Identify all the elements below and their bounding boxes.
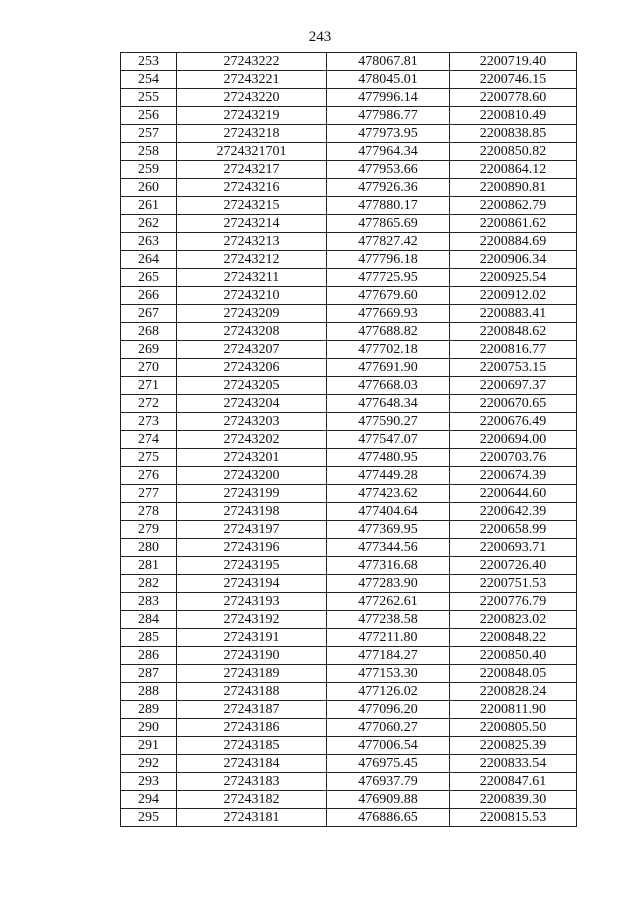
x-coordinate-cell: 477827.42 [327,233,450,251]
point-id-cell: 27243221 [177,71,327,89]
point-id-cell: 27243219 [177,107,327,125]
table-row [121,755,577,773]
table-row [121,359,577,377]
y-coordinate-cell: 2200751.53 [450,575,577,593]
point-number-cell: 292 [121,755,177,773]
point-number-cell: 256 [121,107,177,125]
y-coordinate-cell: 2200839.30 [450,791,577,809]
y-coordinate-cell: 2200823.02 [450,611,577,629]
x-coordinate-cell: 477668.03 [327,377,450,395]
table-row [121,539,577,557]
x-coordinate-cell: 477691.90 [327,359,450,377]
table-row [121,143,577,161]
y-coordinate-cell: 2200805.50 [450,719,577,737]
point-id-cell: 27243201 [177,449,327,467]
y-coordinate-cell: 2200847.61 [450,773,577,791]
point-id-cell: 27243184 [177,755,327,773]
point-number-cell: 285 [121,629,177,647]
point-id-cell: 27243197 [177,521,327,539]
table-row [121,701,577,719]
table-row [121,395,577,413]
y-coordinate-cell: 2200697.37 [450,377,577,395]
point-number-cell: 261 [121,197,177,215]
table-row [121,269,577,287]
point-id-cell: 27243195 [177,557,327,575]
point-number-cell: 294 [121,791,177,809]
x-coordinate-cell: 477060.27 [327,719,450,737]
point-id-cell: 27243189 [177,665,327,683]
y-coordinate-cell: 2200815.53 [450,809,577,827]
x-coordinate-cell: 477316.68 [327,557,450,575]
x-coordinate-cell: 478067.81 [327,53,450,71]
y-coordinate-cell: 2200884.69 [450,233,577,251]
point-number-cell: 275 [121,449,177,467]
point-id-cell: 27243199 [177,485,327,503]
y-coordinate-cell: 2200776.79 [450,593,577,611]
x-coordinate-cell: 477262.61 [327,593,450,611]
point-number-cell: 291 [121,737,177,755]
table-row [121,557,577,575]
point-id-cell: 27243196 [177,539,327,557]
y-coordinate-cell: 2200693.71 [450,539,577,557]
table-row [121,287,577,305]
point-id-cell: 27243211 [177,269,327,287]
point-number-cell: 295 [121,809,177,827]
y-coordinate-cell: 2200746.15 [450,71,577,89]
y-coordinate-cell: 2200864.12 [450,161,577,179]
point-number-cell: 253 [121,53,177,71]
table-row [121,125,577,143]
x-coordinate-cell: 477238.58 [327,611,450,629]
point-id-cell: 27243194 [177,575,327,593]
point-id-cell: 27243214 [177,215,327,233]
point-id-cell: 27243206 [177,359,327,377]
point-number-cell: 267 [121,305,177,323]
point-number-cell: 255 [121,89,177,107]
y-coordinate-cell: 2200906.34 [450,251,577,269]
coordinates-table-body [121,53,577,827]
table-row [121,197,577,215]
y-coordinate-cell: 2200642.39 [450,503,577,521]
table-row [121,233,577,251]
y-coordinate-cell: 2200670.65 [450,395,577,413]
table-row [121,521,577,539]
x-coordinate-cell: 477404.64 [327,503,450,521]
table-row [121,377,577,395]
point-number-cell: 290 [121,719,177,737]
point-id-cell: 27243192 [177,611,327,629]
point-number-cell: 283 [121,593,177,611]
table-row [121,773,577,791]
x-coordinate-cell: 477449.28 [327,467,450,485]
point-number-cell: 277 [121,485,177,503]
table-row [121,161,577,179]
coordinates-table [120,52,577,827]
point-number-cell: 259 [121,161,177,179]
point-number-cell: 268 [121,323,177,341]
point-id-cell: 27243213 [177,233,327,251]
table-row [121,719,577,737]
point-id-cell: 27243202 [177,431,327,449]
x-coordinate-cell: 477006.54 [327,737,450,755]
point-id-cell: 27243183 [177,773,327,791]
y-coordinate-cell: 2200838.85 [450,125,577,143]
y-coordinate-cell: 2200674.39 [450,467,577,485]
x-coordinate-cell: 477953.66 [327,161,450,179]
y-coordinate-cell: 2200833.54 [450,755,577,773]
y-coordinate-cell: 2200694.00 [450,431,577,449]
point-number-cell: 274 [121,431,177,449]
x-coordinate-cell: 477725.95 [327,269,450,287]
point-number-cell: 279 [121,521,177,539]
point-number-cell: 265 [121,269,177,287]
point-id-cell: 27243205 [177,377,327,395]
point-id-cell: 27243218 [177,125,327,143]
point-number-cell: 278 [121,503,177,521]
point-number-cell: 257 [121,125,177,143]
y-coordinate-cell: 2200810.49 [450,107,577,125]
table-row [121,251,577,269]
point-id-cell: 27243204 [177,395,327,413]
table-row [121,53,577,71]
point-id-cell: 27243220 [177,89,327,107]
table-row [121,665,577,683]
page-number: 243 [308,29,332,45]
table-row [121,305,577,323]
point-number-cell: 286 [121,647,177,665]
x-coordinate-cell: 477669.93 [327,305,450,323]
y-coordinate-cell: 2200658.99 [450,521,577,539]
point-number-cell: 260 [121,179,177,197]
y-coordinate-cell: 2200850.82 [450,143,577,161]
y-coordinate-cell: 2200816.77 [450,341,577,359]
point-number-cell: 262 [121,215,177,233]
x-coordinate-cell: 477926.36 [327,179,450,197]
table-row [121,647,577,665]
point-number-cell: 266 [121,287,177,305]
point-id-cell: 27243210 [177,287,327,305]
table-row [121,413,577,431]
x-coordinate-cell: 477344.56 [327,539,450,557]
x-coordinate-cell: 477590.27 [327,413,450,431]
table-row [121,737,577,755]
y-coordinate-cell: 2200828.24 [450,683,577,701]
x-coordinate-cell: 477547.07 [327,431,450,449]
point-id-cell: 27243222 [177,53,327,71]
x-coordinate-cell: 477211.80 [327,629,450,647]
x-coordinate-cell: 477986.77 [327,107,450,125]
point-id-cell: 2724321701 [177,143,327,161]
x-coordinate-cell: 477648.34 [327,395,450,413]
x-coordinate-cell: 477184.27 [327,647,450,665]
y-coordinate-cell: 2200719.40 [450,53,577,71]
y-coordinate-cell: 2200890.81 [450,179,577,197]
table-row [121,809,577,827]
x-coordinate-cell: 476909.88 [327,791,450,809]
point-id-cell: 27243217 [177,161,327,179]
table-row [121,683,577,701]
point-id-cell: 27243209 [177,305,327,323]
x-coordinate-cell: 477283.90 [327,575,450,593]
table-row [121,575,577,593]
y-coordinate-cell: 2200726.40 [450,557,577,575]
point-number-cell: 287 [121,665,177,683]
point-id-cell: 27243185 [177,737,327,755]
point-id-cell: 27243212 [177,251,327,269]
point-number-cell: 258 [121,143,177,161]
x-coordinate-cell: 477796.18 [327,251,450,269]
table-row [121,431,577,449]
y-coordinate-cell: 2200925.54 [450,269,577,287]
table-row [121,467,577,485]
point-number-cell: 269 [121,341,177,359]
point-id-cell: 27243191 [177,629,327,647]
point-number-cell: 288 [121,683,177,701]
point-id-cell: 27243198 [177,503,327,521]
y-coordinate-cell: 2200703.76 [450,449,577,467]
x-coordinate-cell: 477679.60 [327,287,450,305]
point-id-cell: 27243182 [177,791,327,809]
y-coordinate-cell: 2200848.22 [450,629,577,647]
point-id-cell: 27243187 [177,701,327,719]
x-coordinate-cell: 477880.17 [327,197,450,215]
table-row [121,629,577,647]
y-coordinate-cell: 2200862.79 [450,197,577,215]
x-coordinate-cell: 477423.62 [327,485,450,503]
x-coordinate-cell: 477996.14 [327,89,450,107]
table-row [121,89,577,107]
point-id-cell: 27243200 [177,467,327,485]
x-coordinate-cell: 477973.95 [327,125,450,143]
table-row [121,503,577,521]
x-coordinate-cell: 476937.79 [327,773,450,791]
point-number-cell: 272 [121,395,177,413]
table-row [121,449,577,467]
table-row [121,215,577,233]
point-number-cell: 271 [121,377,177,395]
x-coordinate-cell: 477126.02 [327,683,450,701]
point-id-cell: 27243190 [177,647,327,665]
y-coordinate-cell: 2200825.39 [450,737,577,755]
x-coordinate-cell: 477369.95 [327,521,450,539]
table-row [121,179,577,197]
point-number-cell: 254 [121,71,177,89]
y-coordinate-cell: 2200848.62 [450,323,577,341]
table-row [121,107,577,125]
point-id-cell: 27243181 [177,809,327,827]
point-id-cell: 27243188 [177,683,327,701]
x-coordinate-cell: 477865.69 [327,215,450,233]
x-coordinate-cell: 477096.20 [327,701,450,719]
point-number-cell: 263 [121,233,177,251]
y-coordinate-cell: 2200753.15 [450,359,577,377]
point-id-cell: 27243207 [177,341,327,359]
table-row [121,791,577,809]
y-coordinate-cell: 2200778.60 [450,89,577,107]
point-id-cell: 27243186 [177,719,327,737]
point-number-cell: 289 [121,701,177,719]
x-coordinate-cell: 477480.95 [327,449,450,467]
y-coordinate-cell: 2200676.49 [450,413,577,431]
y-coordinate-cell: 2200883.41 [450,305,577,323]
point-id-cell: 27243215 [177,197,327,215]
point-number-cell: 284 [121,611,177,629]
x-coordinate-cell: 477688.82 [327,323,450,341]
table-row [121,485,577,503]
point-id-cell: 27243216 [177,179,327,197]
table-row [121,611,577,629]
x-coordinate-cell: 477964.34 [327,143,450,161]
point-number-cell: 282 [121,575,177,593]
table-row [121,593,577,611]
point-number-cell: 293 [121,773,177,791]
x-coordinate-cell: 476975.45 [327,755,450,773]
point-id-cell: 27243208 [177,323,327,341]
point-number-cell: 270 [121,359,177,377]
point-number-cell: 281 [121,557,177,575]
point-number-cell: 280 [121,539,177,557]
point-id-cell: 27243203 [177,413,327,431]
x-coordinate-cell: 478045.01 [327,71,450,89]
x-coordinate-cell: 476886.65 [327,809,450,827]
table-row [121,71,577,89]
y-coordinate-cell: 2200912.02 [450,287,577,305]
y-coordinate-cell: 2200848.05 [450,665,577,683]
table-row [121,341,577,359]
point-number-cell: 276 [121,467,177,485]
y-coordinate-cell: 2200861.62 [450,215,577,233]
point-number-cell: 273 [121,413,177,431]
table-row [121,323,577,341]
x-coordinate-cell: 477702.18 [327,341,450,359]
y-coordinate-cell: 2200850.40 [450,647,577,665]
point-id-cell: 27243193 [177,593,327,611]
point-number-cell: 264 [121,251,177,269]
y-coordinate-cell: 2200811.90 [450,701,577,719]
y-coordinate-cell: 2200644.60 [450,485,577,503]
x-coordinate-cell: 477153.30 [327,665,450,683]
